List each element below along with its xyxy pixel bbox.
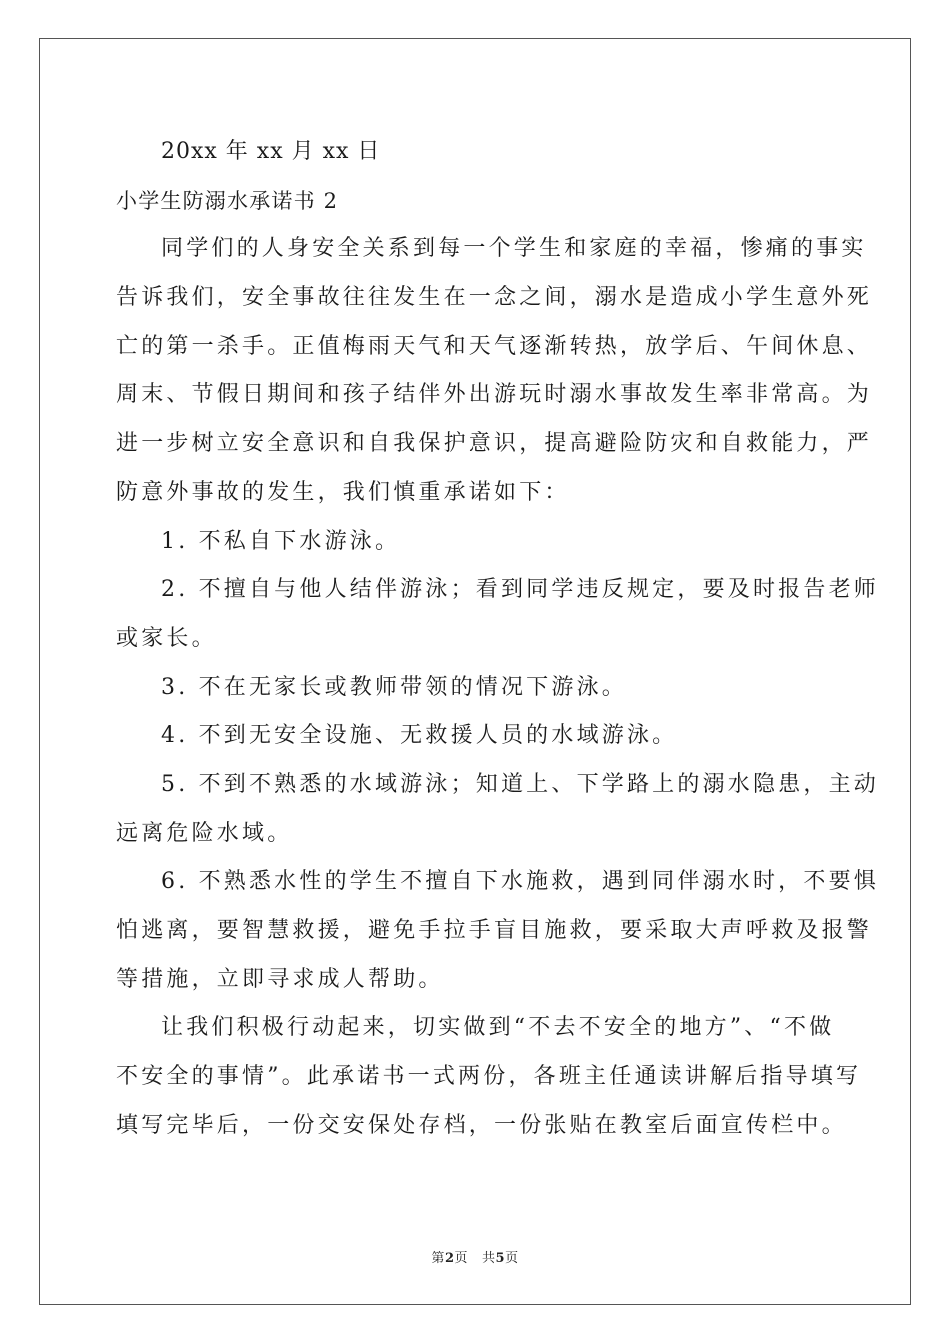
pledge-item-5	[116, 761, 879, 858]
page-prefix: 第	[431, 1251, 445, 1266]
pledge-line: 4. 不到无安全设施、无救援人员的水域游泳。	[161, 723, 678, 749]
pledge-line: 怕逃离，要智慧救援，避免手拉手盲目施救，要采取大声呼救及报警	[116, 918, 873, 943]
paragraph-line: 告诉我们，安全事故往往发生在一念之间，溺水是造成小学生意外死	[116, 285, 873, 311]
document-date: 20xx 年 xx 月 xx 日	[161, 139, 381, 164]
pledge-item-4	[116, 712, 836, 761]
page-suffix: 页	[454, 1251, 468, 1266]
total-suffix: 页	[505, 1251, 519, 1266]
pledge-item-6	[116, 858, 879, 1004]
paragraph-line: 亡的第一杀手。正值梅雨天气和天气逐渐转热，放学后、午间休息、	[116, 333, 873, 359]
closing-paragraph	[116, 1004, 862, 1150]
paragraph-line: 填写完毕后，一份交安保处存档，一份张贴在教室后面宣传栏中。	[116, 1112, 847, 1138]
pledge-line: 2. 不擅自与他人结伴游泳；看到同学违反规定，要及时报告老师	[161, 577, 879, 603]
pledge-line: 5. 不到不熟悉的水域游泳；知道上、下学路上的溺水隐患，主动	[161, 771, 879, 797]
pledge-item-3	[116, 664, 836, 713]
total-page-number: 5	[495, 1251, 506, 1266]
pledge-item-1	[116, 518, 836, 567]
paragraph-line: 让我们积极行动起来，切实做到“不去不安全的地方”、“不做	[161, 1015, 835, 1041]
total-prefix: 共	[482, 1251, 496, 1266]
pledge-line: 6. 不熟悉水性的学生不擅自下水施救，遇到同伴溺水时，不要惧	[161, 869, 879, 895]
document-title: 小学生防溺水承诺书 2	[116, 188, 339, 213]
pledge-line: 远离危险水域。	[116, 820, 293, 846]
paragraph-line: 不安全的事情”。此承诺书一式两份，各班主任通读讲解后指导填写	[116, 1064, 862, 1090]
pledge-line: 3. 不在无家长或教师带领的情况下游泳。	[161, 674, 627, 700]
current-page-number: 2	[444, 1251, 455, 1266]
page-footer	[0, 1247, 950, 1266]
paragraph-line: 防意外事故的发生，我们慎重承诺如下：	[116, 479, 570, 505]
paragraph-line: 周末、节假日期间和孩子结伴外出游玩时溺水事故发生率非常高。为	[116, 382, 873, 408]
pledge-line: 等措施，立即寻求成人帮助。	[116, 966, 444, 992]
document-body	[116, 128, 879, 1150]
pledge-item-2	[116, 566, 879, 663]
pledge-line: 1. 不私自下水游泳。	[161, 528, 401, 554]
intro-paragraph	[116, 225, 873, 517]
paragraph-line: 同学们的人身安全关系到每一个学生和家庭的幸福，惨痛的事实	[161, 236, 867, 262]
paragraph-line: 进一步树立安全意识和自我保护意识，提高避险防灾和自救能力，严	[116, 431, 873, 457]
pledge-line: 或家长。	[116, 625, 217, 651]
